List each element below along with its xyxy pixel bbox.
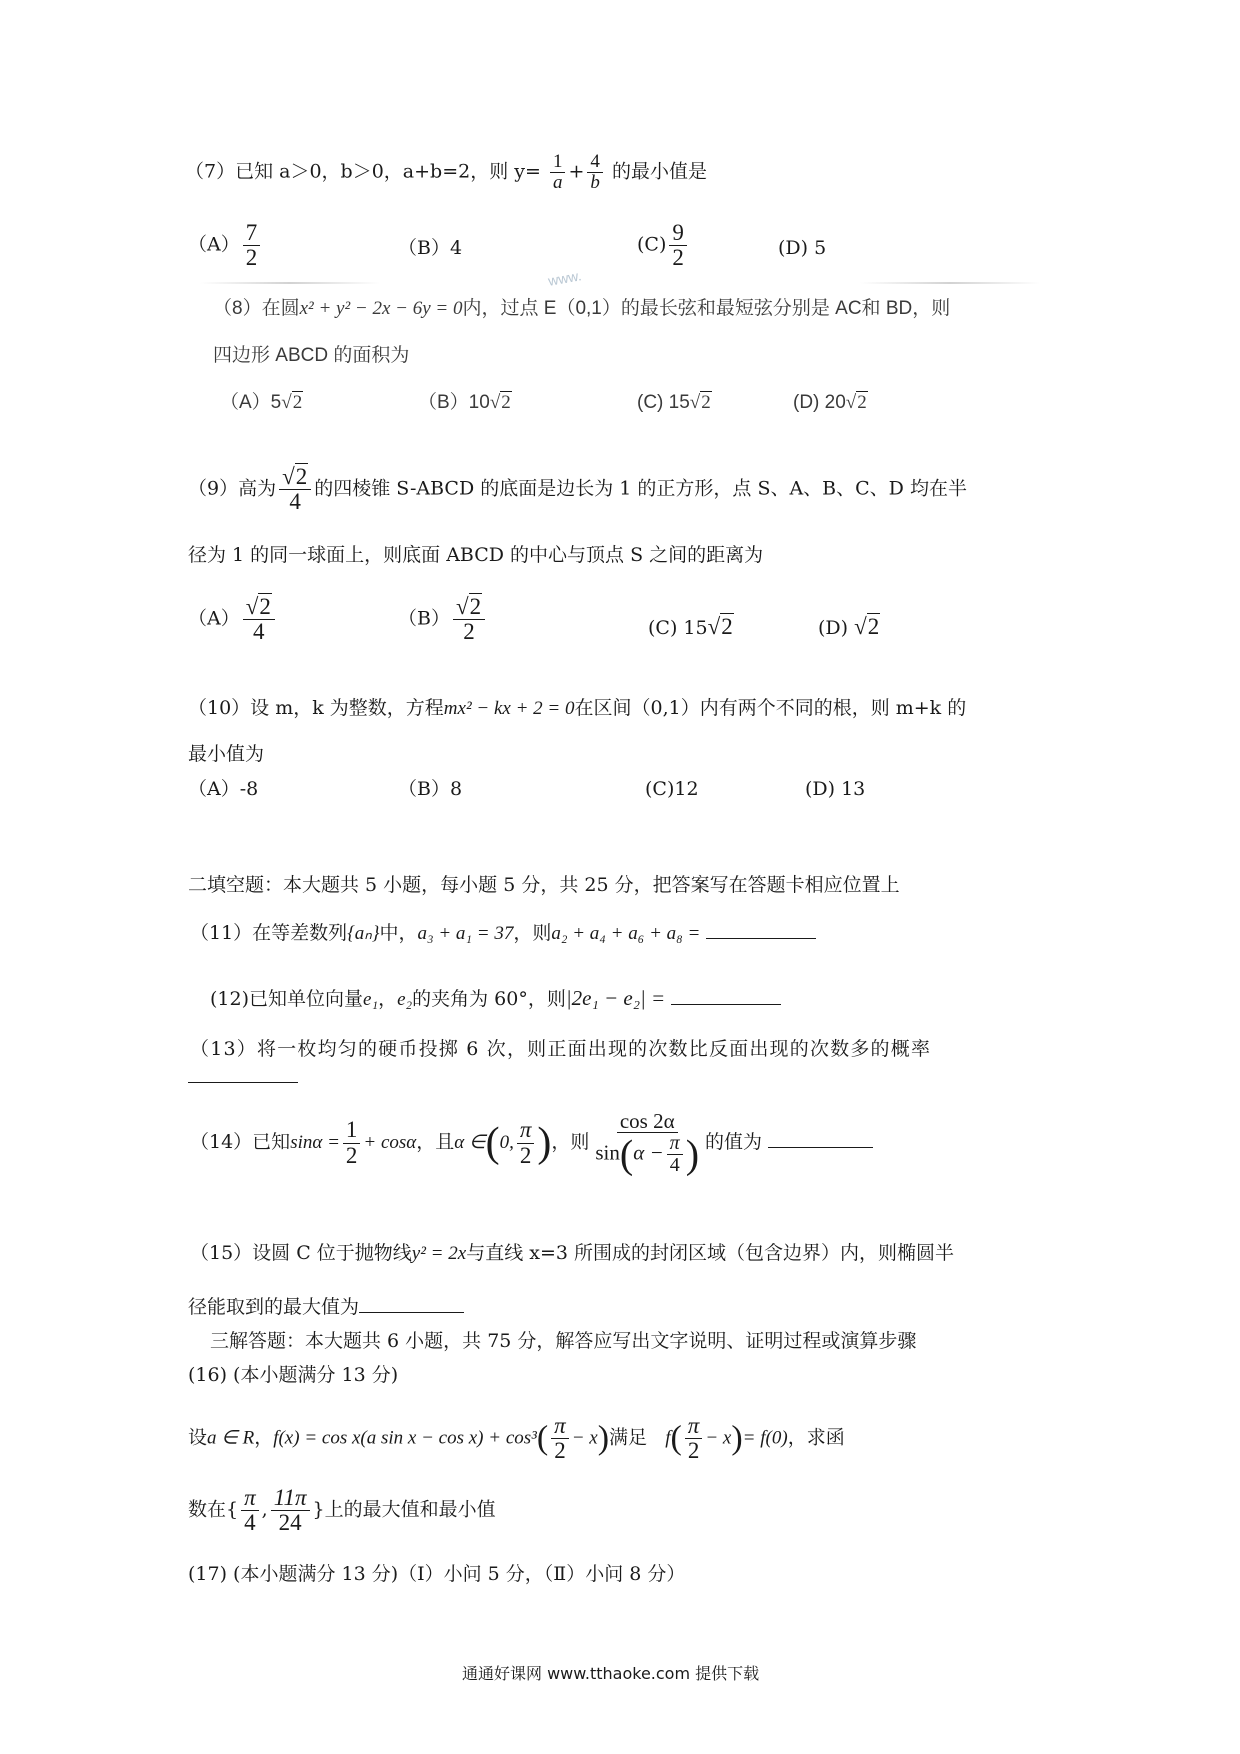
q9-option-b: （B） $\frac{√2}{2}$ (398, 595, 488, 644)
q7-option-a: （A） $\frac{7}{2}$ (188, 221, 263, 270)
answer-blank[interactable] (671, 1004, 781, 1005)
q9-stem-line2: 径为 1 的同一球面上，则底面 ABCD 的中心与顶点 S 之间的距离为 (188, 544, 764, 566)
q7-option-c: (C) $\frac{9}{2}$ (637, 221, 690, 270)
answer-blank[interactable] (706, 938, 816, 939)
q10-equation: mx² − kx + 2 = 0 (443, 698, 575, 719)
q10-option-d: (D) 13 (805, 778, 866, 800)
q13-stem: （13）将一枚均匀的硬币投掷 6 次，则正面出现的次数比反面出现的次数多的概率 (190, 1038, 932, 1060)
scan-line (860, 282, 1040, 284)
q11-stem: （11）在等差数列{aₙ}中，a₃ + a₁ = 37，则a₂ + a₄ + a₆ + a₈ = (190, 922, 816, 946)
q10-option-b: （B）8 (398, 778, 463, 800)
q16-body-line1: 设a ∈ R，f(x) = cos x(a sin x − cos x) + cos³( $\frac{\pi}{2}$ − x)满足 f( $\frac{\pi}{2}$ − x)= f(0)，求函 (188, 1413, 845, 1464)
q10-option-c: (C)12 (645, 778, 699, 800)
scan-line (200, 282, 380, 284)
answer-blank[interactable] (359, 1312, 464, 1313)
q10-stem-line1: （10）设 m，k 为整数，方程mx² − kx + 2 = 0在区间（0,1）内有两个不同的根，则 m+k 的 (188, 697, 967, 719)
q15-stem-line2: 径能取到的最大值为 (188, 1296, 464, 1319)
q8-option-a: （A）5√2 (220, 392, 303, 413)
q7-stem-suffix: 的最小值是 (611, 160, 707, 183)
q15-stem-line1: （15）设圆 C 位于抛物线y² = 2x与直线 x=3 所围成的封闭区域（包含边界）内，则椭圆半 (190, 1242, 954, 1264)
q12-stem: (12)已知单位向量e₁，e₂的夹角为 60°，则|2e₁ − e₂| = (210, 986, 781, 1012)
q9-option-c: (C) 15√2 (648, 614, 733, 639)
q14-stem: （14）已知sinα = $\frac{1}{2}$ + cosα，且α ∈(0, $\frac{\pi}{2}$ )，则 cos 2α sin(α − $\frac{\pi}{4}$ ) 的值为 (190, 1110, 873, 1176)
q10-stem-line2: 最小值为 (188, 743, 265, 765)
q8-equation: x² + y² − 2x − 6y = 0 (299, 298, 463, 319)
q10-option-a: （A）-8 (188, 778, 259, 800)
plus-sign: + (568, 160, 585, 183)
q9-option-d: (D) √2 (818, 614, 880, 639)
q7-fraction-2: $\frac{4}{b}$ (587, 152, 603, 193)
watermark-text: www. (546, 267, 583, 289)
q16-body-line2: 数在{ $\frac{\pi}{4}$ , $\frac{11\pi}{24}$ }上的最大值和最小值 (188, 1485, 496, 1536)
q7-fraction-1: $\frac{1}{a}$ (550, 152, 566, 193)
q17-heading: (17) (本小题满分 13 分)（Ⅰ）小问 5 分，（Ⅱ）小问 8 分） (188, 1563, 686, 1585)
q9-stem-line1: （9）高为 $\frac{√2}{4}$ 的四棱锥 S-ABCD 的底面是边长为 1 的正方形，点 S、A、B、C、D 均在半 (188, 464, 967, 515)
q8-option-b: （B）10√2 (418, 392, 511, 413)
q8-option-d: (D) 20√2 (793, 392, 867, 413)
answer-blank[interactable] (188, 1066, 298, 1089)
page-footer: 通通好课网 www.tthaoke.com 提供下载 (462, 1664, 760, 1683)
section-2-heading: 二填空题：本大题共 5 小题，每小题 5 分，共 25 分，把答案写在答题卡相应位置上 (188, 874, 900, 896)
q8-stem-line1: （8）在圆x² + y² − 2x − 6y = 0内，过点 E（0,1）的最长弦和最短弦分别是 AC和 BD，则 (213, 298, 951, 319)
q16-heading: (16) (本小题满分 13 分) (188, 1364, 399, 1386)
answer-blank[interactable] (768, 1147, 873, 1148)
q14-main-fraction: cos 2α sin(α − $\frac{\pi}{4}$ ) (595, 1109, 700, 1177)
q7-stem-prefix: （7）已知 a＞0，b＞0，a+b=2，则 y= (185, 160, 541, 183)
section-3-heading: 三解答题：本大题共 6 小题，共 75 分，解答应写出文字说明、证明过程或演算步骤 (210, 1330, 917, 1352)
q7-stem (185, 152, 707, 193)
q8-stem-line2: 四边形 ABCD 的面积为 (213, 345, 410, 366)
q8-option-c: (C) 15√2 (637, 392, 711, 413)
q7-option-b: （B）4 (398, 237, 463, 259)
q7-option-d: (D) 5 (778, 237, 827, 259)
q9-option-a: （A） $\frac{√2}{4}$ (188, 595, 278, 644)
